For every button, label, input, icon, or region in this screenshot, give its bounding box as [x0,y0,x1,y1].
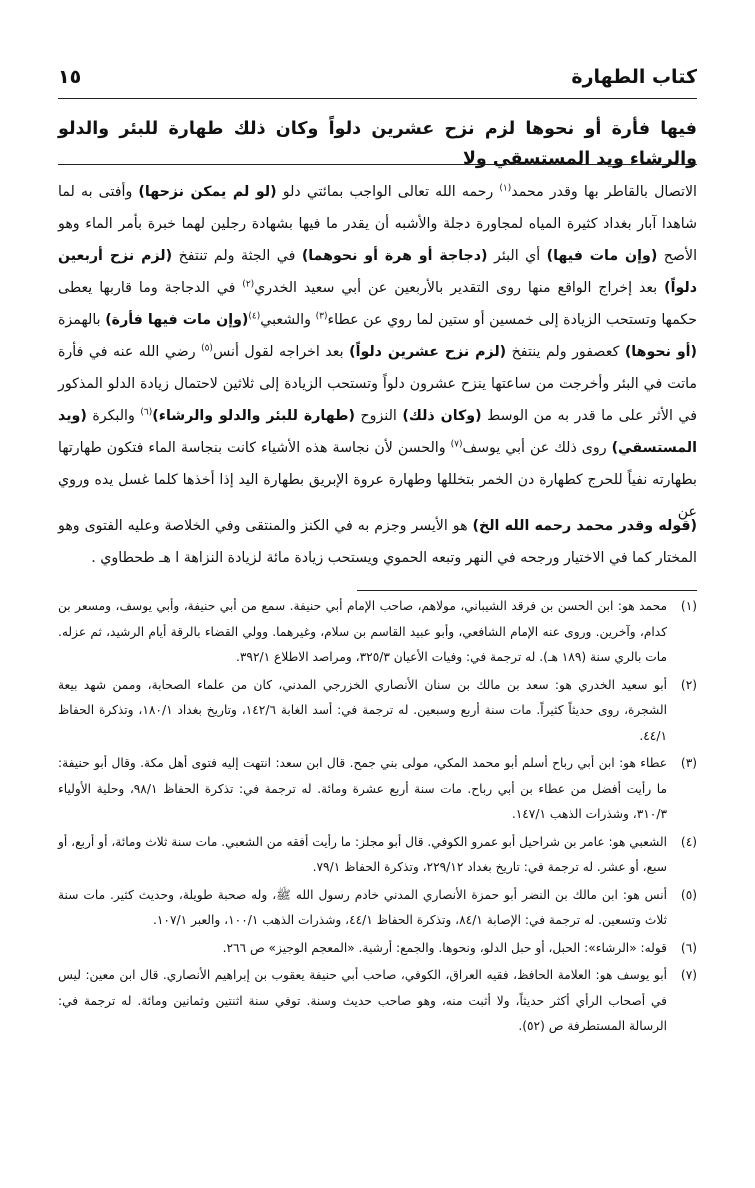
footnote-number: (٣) [680,756,697,770]
footnote-item [58,936,697,962]
footnote-item [58,751,697,828]
footnote-ref: (٥) [201,343,213,354]
commentary-segment: رضي الله عنه في فأرة ماتت في البئر وأخرجت من ساعتها ينزح عشرون دلواً وتستحب الزيادة إلى ثلاثين لاحتمال زيادة الدلو المذكور في الأثر على ما قدر به من الوسط [58,344,698,424]
footnote-number: (١) [680,599,697,613]
footnote-ref: (٣) [315,311,328,322]
footnote-number: (٢) [680,677,697,692]
footnote-ref: (٢) [242,279,255,290]
matn-text: فيها فأرة أو نحوها لزم نزح عشرين دلواً وكان ذلك طهارة للبئر والدلو والرشاء ويد المستسقي ولا [58,119,697,169]
footnote-text: عطاء هو: ابن أبي رباح أسلم أبو محمد المكي، مولى بني جمح. قال ابن سعد: انتهت إليه فتوى أهل مكة. وقال أبو حنيفة: ما رأيت أفضل من عطاء بن أبي رباح. مات سنة أربع عشرة ومائة. له ترجمة في: تذكرة الحفاظ ٩٨/١، وحلية الأولياء ٣١٠/٣، وشذرات الذهب ١٤٧/١. [58,756,667,821]
matn-divider [58,164,697,165]
footnote-number: (٦) [680,940,697,955]
footnote-text: أبو يوسف هو: العلامة الحافظ، فقيه العراق، الكوفي، صاحب أبي حنيفة يعقوب بن إبراهيم الأنصاري. قال ابن معين: ليس في أصحاب الرأي أكثر حديثاً، ولا أثبت منه، وهو صاحب حديث وسنة. توفي سنة اثنتين وثمانين ومائة. له ترجمة في: الرسالة المستطرفة ص (٥٢). [58,968,667,1033]
gloss-paragraph [58,510,697,574]
commentary-segment: بالهمزة [58,312,106,328]
quoted-matn: (لزم نزح عشرين دلواً) [349,344,507,360]
quoted-matn: (لو لم يمكن نزحها) [138,184,277,200]
footnote-text: الشعبي هو: عامر بن شراحيل أبو عمرو الكوفي. قال أبو مجلز: ما رأيت أفقه من الشعبي. مات سنة ثلاث ومائة، أو أربع، أو سبع، أو عشر. له ترجمة في: تاريخ بغداد ٢٢٩/١٢، وتذكرة الحفاظ ٧٩/١. [58,834,667,874]
footnote-item [58,963,697,1040]
commentary-segment: وأفتى به لما شاهدا آبار بغداد كثيرة المياه لمجاورة دجلة والأشبه أن يقدر ما فيها بشهادة رجلين لهما خبرة بأمر الماء وهو الأصح [58,184,698,264]
commentary-paragraph [58,176,697,528]
commentary-segment: كعصفور ولم ينتفخ [506,344,625,360]
commentary-segment: روى ذلك عن أبي يوسف [462,440,612,456]
commentary-segment: والبكرة [86,408,141,424]
book-page [58,58,697,1148]
commentary-segment: الاتصال بالقاطر بها وقدر محمد [511,184,698,200]
gloss-lead: (قوله وقدر محمد رحمه الله الخ) [472,518,697,534]
quoted-matn: (وإن مات فيها فأرة) [105,312,249,328]
commentary-segment: والحسن لأن نجاسة هذه الأشياء كانت بنجاسة الماء فتكون طهارتها بطهارته نفياً للحرج كطهارة دن الخمر بتخللها وطهارة عروة الإبريق بطهارة اليد إذا أخذها كلما غسل يده وروي عن [58,440,697,520]
footnote-number: (٤) [680,834,697,849]
header-divider [58,98,697,99]
footnote-item [58,883,697,934]
quoted-matn: (أو نحوها) [624,344,697,360]
quoted-matn: (دجاجة أو هرة أو نحوهما) [301,248,488,264]
footnote-ref: (٧) [450,439,463,450]
footnote-text: أبو سعيد الخدري هو: سعد بن مالك بن سنان الأنصاري الخزرجي المدني، كان من علماء الصحابة، وممن شهد بيعة الشجرة، روى حديثاً كثيراً. مات سنة أربع وسبعين. له ترجمة في: أسد الغابة ١٤٢/٦، وتاريخ بغداد ١٨٠/١، وتذكرة الحفاظ ٤٤/١. [58,677,667,743]
commentary-segment: والشعبي [260,312,316,328]
page-number: ١٥ [58,66,82,88]
page-header [58,62,697,92]
gloss-text: هو الأيسر وجزم به في الكنز والمنتقى وفي الخلاصة وعليه الفتوى وهو المختار كما في الاختيار ورجحه في النهر وتبعه الحموي ويستحب زيادة مائة لزيادة النزاهة ا هـ طحطاوي . [58,518,697,566]
footnote-text: أنس هو: ابن مالك بن النضر أبو حمزة الأنصاري المدني خادم رسول الله ﷺ، وله صحبة طويلة، وحديث كثير. مات سنة ثلاث وتسعين. له ترجمة في: الإصابة ٨٤/١، وتذكرة الحفاظ ٤٤/١، وشذرات الذهب ١٠٠/١، والعبر ١٠٧/١. [58,887,667,927]
quoted-matn: (ويد المستسقي) [58,408,697,456]
commentary-segment: رحمه الله تعالى الواجب بمائتي دلو [276,184,500,200]
footnote-text: محمد هو: ابن الحسن بن فرقد الشيباني، مولاهم، صاحب الإمام أبي حنيفة. سمع من أبي حنيفة، وأبي يوسف، ومسعر بن كدام، وآخرين. وروى عنه الإمام الشافعي، وأبو عبيد القاسم بن سلام، وغيرهما. وولي القضاء بالرقة أيام الرشيد، ثم عزله. مات بالري سنة (١٨٩ هـ). له ترجمة في: وفيات الأعيان ٣٢٥/٣، ومراصد الاطلاع ٣٩٢/١. [58,599,667,664]
footnote-ref: (١) [499,183,512,194]
footnotes-divider [357,590,697,591]
commentary-segment: أي البئر [487,248,547,264]
footnote-text: قوله: «الرشاء»: الحبل، أو حبل الدلو، ونحوها. والجمع: أرشية. «المعجم الوجيز» ص ٢٦٦. [222,940,667,955]
commentary-segment: في الجثة ولم تنتفخ [172,248,302,264]
footnotes-list [58,594,697,1042]
footnote-number: (٥) [680,887,697,902]
quoted-matn: (وإن مات فيها) [546,248,658,264]
footnote-item [58,594,697,671]
footnote-ref: (٤) [248,311,261,322]
footnote-ref: (٦) [140,407,153,418]
commentary-segment: في الدجاجة وما قاربها يعطى حكمها وتستحب الزيادة إلى خمسين أو ستين لما روي عن عطاء [58,280,697,328]
running-title: كتاب الطهارة [571,66,697,88]
commentary-segment: بعد اخراجه لقول أنس [212,344,350,360]
quoted-matn: (طهارة للبئر والدلو والرشاء) [152,408,355,424]
footnote-number: (٧) [680,968,697,982]
commentary-segment: النزوح [354,408,403,424]
commentary-segment: بعد إخراج الواقع منها روى التقدير بالأربعين عن أبي سعيد الخدري [254,280,665,296]
quoted-matn: (وكان ذلك) [402,408,482,424]
quoted-matn: (لزم نزح أربعين دلواً) [58,248,697,296]
footnote-item [58,673,697,750]
footnote-item [58,830,697,881]
